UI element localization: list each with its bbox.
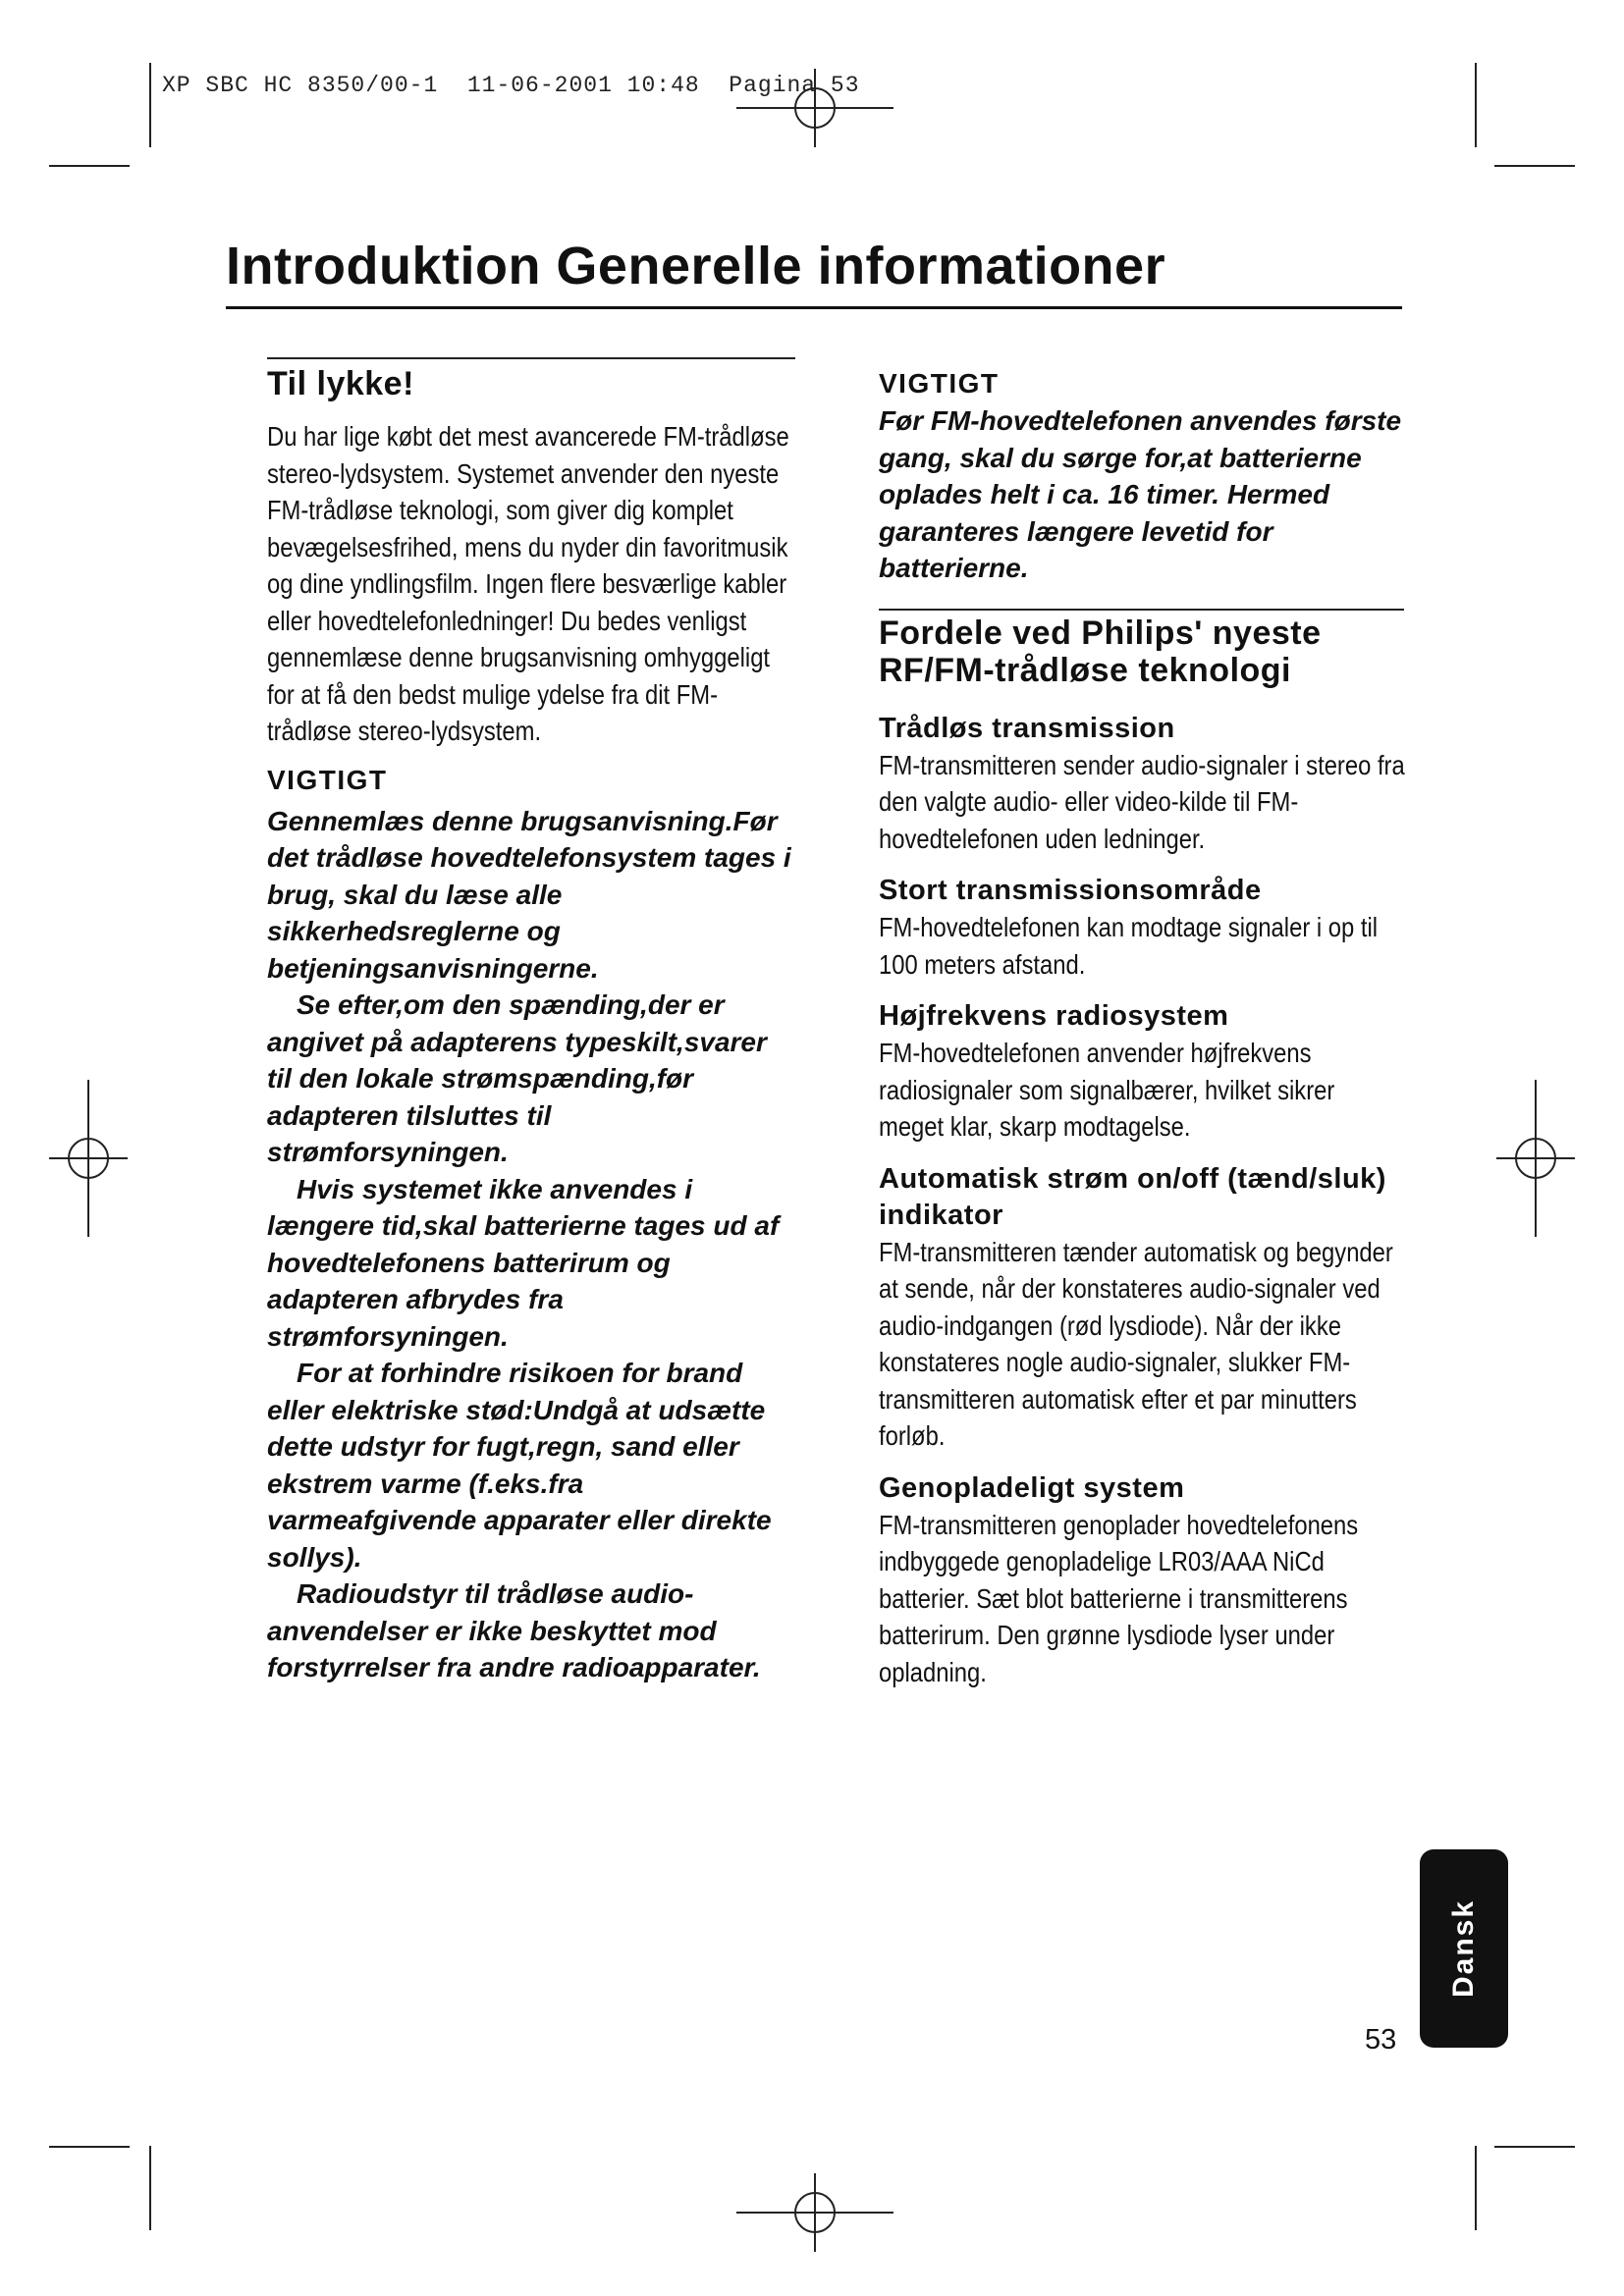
feature-text-wrap (879, 1234, 1404, 1455)
feature-item (879, 711, 1404, 858)
crop-mark (1494, 165, 1575, 167)
intro-text: Du har lige købt det mest avancerede FM-trådløse stereo-lydsystem. Systemet anvender den nyeste FM-trådløse teknologi, som giver dig komplet bevægelsesfrihed, mens du nyder din favoritmusik og dine yndlingsfilm. Ingen flere besværlige kabler eller hovedtelefonledninger! Du bedes venligst gennemlæse denne brugsanvisning omhyggeligt for at få den bedst mulige ydelse fra dit FM-trådløse stereo-lydsystem. (267, 421, 789, 746)
language-tab-label: Dansk (1447, 1898, 1480, 1999)
important-paragraph: Radioudstyr til trådløse audio-anvendelser er ikke beskyttet mod forstyrrelser fra andre radioapparater. (267, 1578, 761, 1682)
feature-item (879, 1470, 1404, 1691)
feature-text: FM-hovedtelefonen anvender højfrekvens radiosignaler som signalbærer, hvilket sikrer meget klar, skarp modtagelse. (879, 1038, 1335, 1142)
registration-mark-left (49, 1080, 128, 1237)
crop-mark (1494, 2146, 1575, 2148)
crop-mark (49, 2146, 130, 2148)
page-number: 53 (1365, 2024, 1397, 2056)
important-block (267, 803, 795, 1686)
page-title: Introduktion Generelle informationer (226, 237, 1166, 295)
crop-mark (1475, 63, 1477, 147)
feature-title: Genopladeligt system (879, 1471, 1185, 1504)
important-label: VIGTIGT (879, 368, 1000, 399)
language-tab (1420, 1849, 1508, 2048)
important-note: Før FM-hovedtelefonen anvendes første gang, skal du sørge for,at batterierne oplades helt i ca. 16 timer. Hermed garanteres længere levetid for batterierne. (879, 405, 1402, 583)
feature-text: FM-transmitteren genoplader hovedtelefonens indbyggede genopladelige LR03/AAA NiCd batterier. Sæt blot batterierne i transmitterens batterirum. Den grønne lysdiode lyser under opladning. (879, 1509, 1359, 1687)
feature-text: FM-transmitteren tænder automatisk og begynder at sende, når der konstateres audio-signaler ved audio-indgangen (rød lysdiode). Når der ikke konstateres nogle audio-signaler, slukker FM-transmitteren automatisk efter et par minutters forløb. (879, 1236, 1393, 1451)
crop-mark (149, 63, 151, 147)
registration-mark-right (1496, 1080, 1575, 1237)
feature-text-wrap (879, 1507, 1404, 1691)
feature-list (879, 711, 1404, 1691)
feature-item (879, 998, 1404, 1146)
feature-item (879, 873, 1404, 983)
feature-text-wrap (879, 909, 1404, 983)
feature-item (879, 1161, 1404, 1455)
section-rule (879, 609, 1404, 611)
title-rule (226, 306, 1402, 309)
congrats-heading: Til lykke! (267, 365, 414, 402)
print-slug: XP SBC HC 8350/00-1 11-06-2001 10:48 Pagina 53 (162, 73, 860, 98)
feature-title: Stort transmissionsområde (879, 875, 1262, 906)
benefits-heading: Fordele ved Philips' nyeste RF/FM-trådløse teknologi (879, 614, 1322, 689)
important-paragraph: Se efter,om den spænding,der er angivet på adapterens typeskilt,svarer til den lokale strømspænding,før adapteren tilsluttes til strømforsyningen. (267, 989, 767, 1167)
feature-title: Automatisk strøm on/off (tænd/sluk) indikator (879, 1162, 1386, 1231)
registration-mark-bottom (736, 2173, 893, 2252)
section-rule (267, 357, 795, 359)
intro-paragraph (267, 418, 795, 750)
important-paragraph: Gennemlæs denne brugsanvisning.Før det trådløse hovedtelefonsystem tages i brug, skal du læse alle sikkerhedsreglerne og betjeningsanvisningerne. (267, 805, 791, 984)
important-paragraph: Hvis systemet ikke anvendes i længere tid,skal batterierne tages ud af hovedtelefonens batterirum og adapteren afbrydes fra strømforsyningen. (267, 1173, 780, 1352)
feature-text-wrap (879, 1035, 1404, 1146)
feature-text: FM-transmitteren sender audio-signaler i stereo fra den valgte audio- eller video-kilde til FM-hovedtelefonen uden ledninger. (879, 749, 1405, 854)
left-column (267, 357, 795, 1686)
right-column (879, 367, 1404, 1706)
feature-text: FM-hovedtelefonen kan modtage signaler i op til 100 meters afstand. (879, 912, 1379, 980)
important-label: VIGTIGT (267, 764, 388, 795)
feature-title: Trådløs transmission (879, 712, 1175, 744)
feature-title: Højfrekvens radiosystem (879, 1000, 1229, 1032)
important-paragraph: For at forhindre risikoen for brand eller elektriske stød:Undgå at udsætte dette udstyr for fugt,regn, sand eller ekstrem varme (f.eks.fra varmeafgivende apparater eller direkte sollys). (267, 1358, 772, 1573)
feature-text-wrap (879, 747, 1404, 858)
crop-mark (149, 2146, 151, 2230)
crop-mark (1475, 2146, 1477, 2230)
crop-mark (49, 165, 130, 167)
